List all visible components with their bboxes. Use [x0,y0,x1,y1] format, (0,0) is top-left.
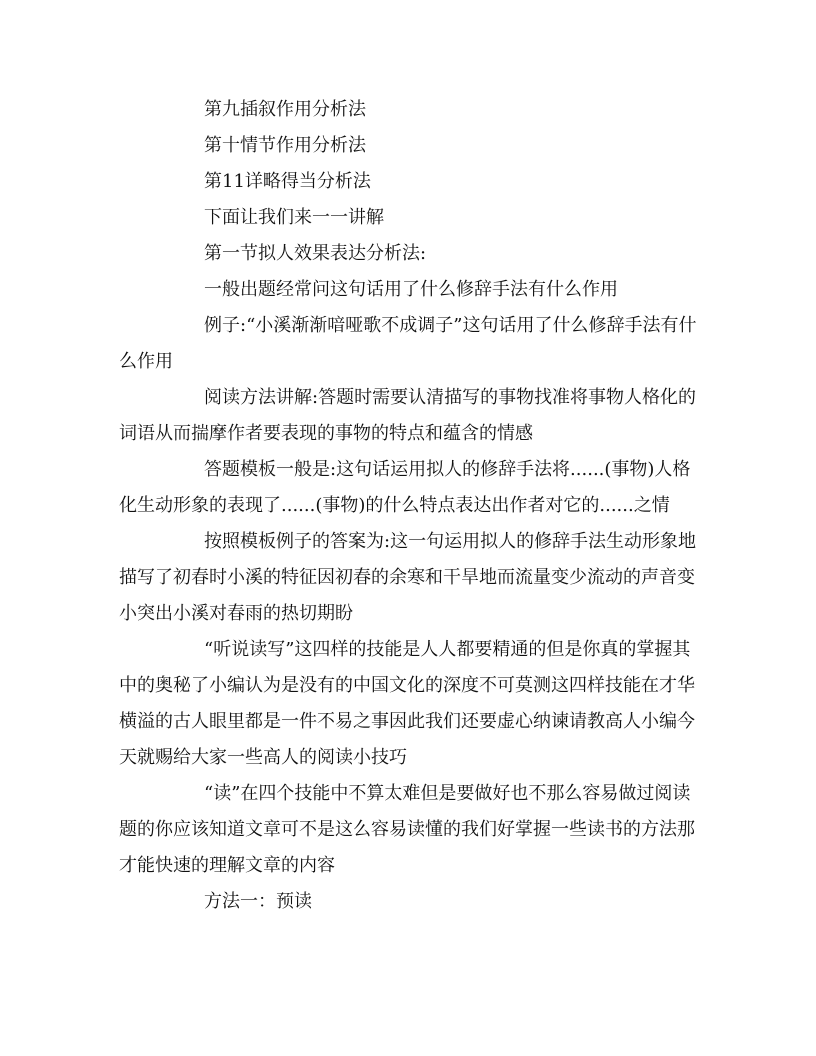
paragraph-method-10: 第十情节作用分析法 [204,135,366,156]
paragraph-question-type: 一般出题经常问这句话用了什么修辞手法有什么作用 [204,279,618,300]
paragraph-intro: 下面让我们来一一讲解 [204,207,384,228]
paragraph-reading: “读”在四个技能中不算太难但是要做好也不那么容易做过阅读题的你应该知道文章可不是这么容易读懂的我们好掌握一些读书的方法那才能快速的理解文章的内容 [119,783,695,876]
paragraph-method-9: 第九插叙作用分析法 [204,99,366,120]
section-heading-1: 第一节拟人效果表达分析法: [204,243,427,264]
paragraph-sample-answer: 按照模板例子的答案为:这一句运用拟人的修辞手法生动形象地描写了初春时小溪的特征因初春的余寒和干旱地而流量变少流动的声音变小突出小溪对春雨的热切期盼 [119,531,697,624]
paragraph-example: 例子:“小溪渐渐喑哑歌不成调子”这句话用了什么修辞手法有什么作用 [119,315,697,372]
paragraph-skills-intro: “听说读写”这四样的技能是人人都要精通的但是你真的掌握其中的奥秘了小编认为是没有的中国文化的深度不可莫测这四样技能在才华横溢的古人眼里都是一件不易之事因此我们还要虚心纳谏请教高人小编今天就赐给大家一些高人的阅读小技巧 [119,639,695,768]
paragraph-method-explanation: 阅读方法讲解:答题时需要认清描写的事物找准将事物人格化的词语从而揣摩作者要表现的事物的特点和蕴含的情感 [119,387,697,444]
paragraph-method-11: 第11详略得当分析法 [204,171,371,192]
document-body [119,92,699,920]
paragraph-method-one: 方法一：预读 [204,891,312,912]
paragraph-answer-template: 答题模板一般是:这句话运用拟人的修辞手法将......(事物)人格化生动形象的表现了......(事物)的什么特点表达出作者对它的......之情 [119,459,691,516]
